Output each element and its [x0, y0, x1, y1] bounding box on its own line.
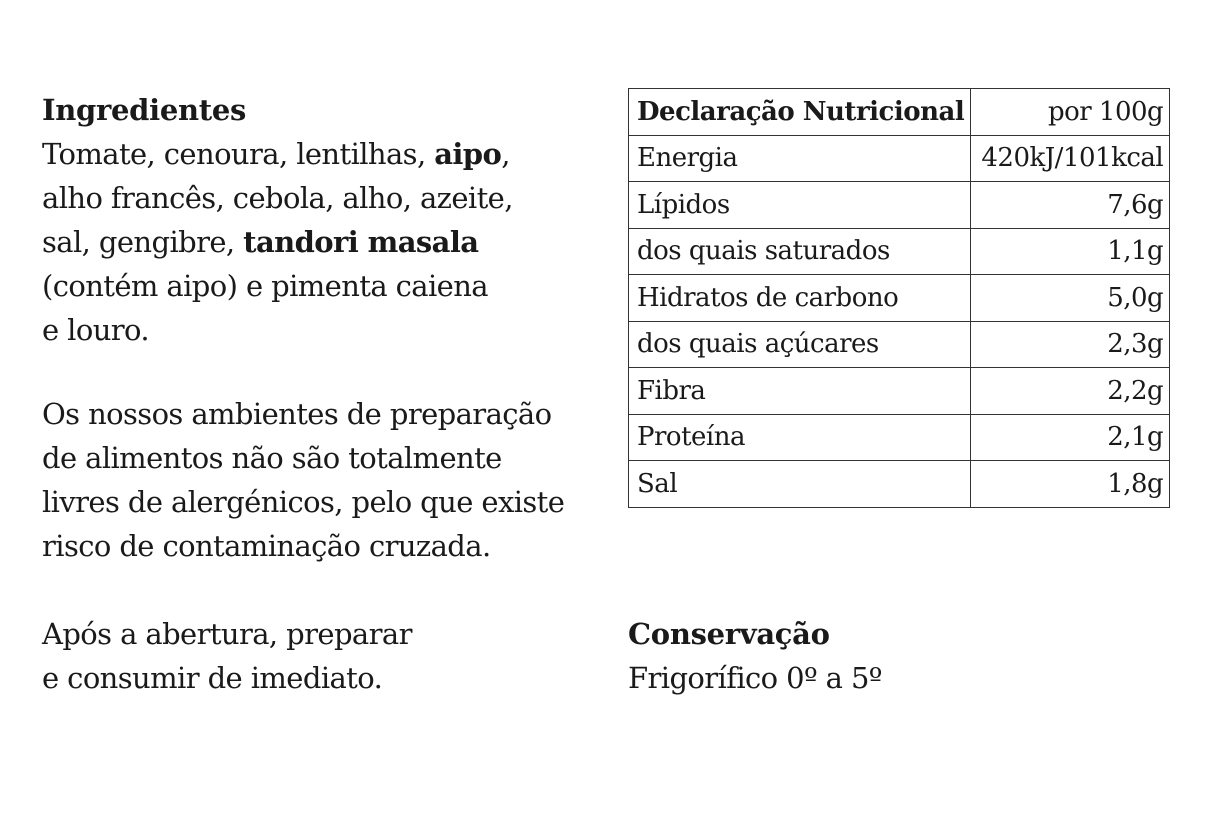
- nutrition-label: Proteína: [629, 414, 971, 461]
- allergen-note-line: risco de contaminação cruzada.: [42, 529, 491, 563]
- nutrition-value: 2,2g: [971, 368, 1170, 415]
- nutrition-row-energia: [629, 135, 1170, 182]
- nutrition-header-row: [629, 89, 1170, 136]
- nutrition-row-saturados: [629, 228, 1170, 275]
- nutrition-row-acucares: [629, 321, 1170, 368]
- allergen-note: [42, 392, 612, 568]
- nutrition-row-proteina: [629, 414, 1170, 461]
- ingredients-fragment: sal, gengibre,: [42, 225, 244, 259]
- ingredients-section: [42, 88, 602, 352]
- opening-note-line: Após a abertura, preparar: [42, 617, 412, 651]
- nutrition-header-value: por 100g: [971, 89, 1170, 136]
- conservation-heading: Conservação: [628, 617, 830, 651]
- nutrition-label: Sal: [629, 461, 971, 508]
- nutrition-label: Lípidos: [629, 182, 971, 229]
- nutrition-row-fibra: [629, 368, 1170, 415]
- nutrition-row-hidratos: [629, 275, 1170, 322]
- nutrition-header-label: Declaração Nutricional: [629, 89, 971, 136]
- ingredients-fragment: Tomate, cenoura, lentilhas,: [42, 137, 435, 171]
- ingredients-fragment: e louro.: [42, 313, 150, 347]
- allergen-note-line: livres de alergénicos, pelo que existe: [42, 485, 565, 519]
- nutrition-value: 1,1g: [971, 228, 1170, 275]
- allergen-note-text: [42, 392, 612, 568]
- nutrition-label: Hidratos de carbono: [629, 275, 971, 322]
- ingredients-text: [42, 132, 602, 352]
- allergen-tandori-masala: tandori masala: [243, 225, 479, 259]
- nutrition-value: 7,6g: [971, 182, 1170, 229]
- conservation-section: [628, 612, 1188, 700]
- nutrition-value: 2,1g: [971, 414, 1170, 461]
- nutrition-row-lipidos: [629, 182, 1170, 229]
- allergen-aipo: aipo: [434, 137, 502, 171]
- ingredients-line: [42, 264, 602, 308]
- nutrition-label: dos quais saturados: [629, 228, 971, 275]
- allergen-note-line: de alimentos não são totalmente: [42, 441, 502, 475]
- conservation-text: Frigorífico 0º a 5º: [628, 661, 882, 695]
- ingredients-line: [42, 220, 602, 264]
- nutrition-value: 2,3g: [971, 321, 1170, 368]
- nutrition-value: 5,0g: [971, 275, 1170, 322]
- ingredients-fragment: alho francês, cebola, alho, azeite,: [42, 181, 513, 215]
- ingredients-heading: Ingredientes: [42, 93, 247, 127]
- nutrition-row-sal: [629, 461, 1170, 508]
- ingredients-fragment: ,: [501, 137, 510, 171]
- nutrition-table: [628, 88, 1170, 508]
- nutrition-value: 420kJ/101kcal: [971, 135, 1170, 182]
- opening-note: [42, 612, 602, 700]
- opening-note-text: [42, 612, 602, 700]
- opening-note-line: e consumir de imediato.: [42, 661, 383, 695]
- nutrition-label: dos quais açúcares: [629, 321, 971, 368]
- nutrition-label: Fibra: [629, 368, 971, 415]
- nutrition-label: Energia: [629, 135, 971, 182]
- nutrition-value: 1,8g: [971, 461, 1170, 508]
- ingredients-line: [42, 176, 602, 220]
- ingredients-fragment: (contém aipo) e pimenta caiena: [42, 269, 489, 303]
- allergen-note-line: Os nossos ambientes de preparação: [42, 397, 552, 431]
- ingredients-line: [42, 308, 602, 352]
- ingredients-line: [42, 132, 602, 176]
